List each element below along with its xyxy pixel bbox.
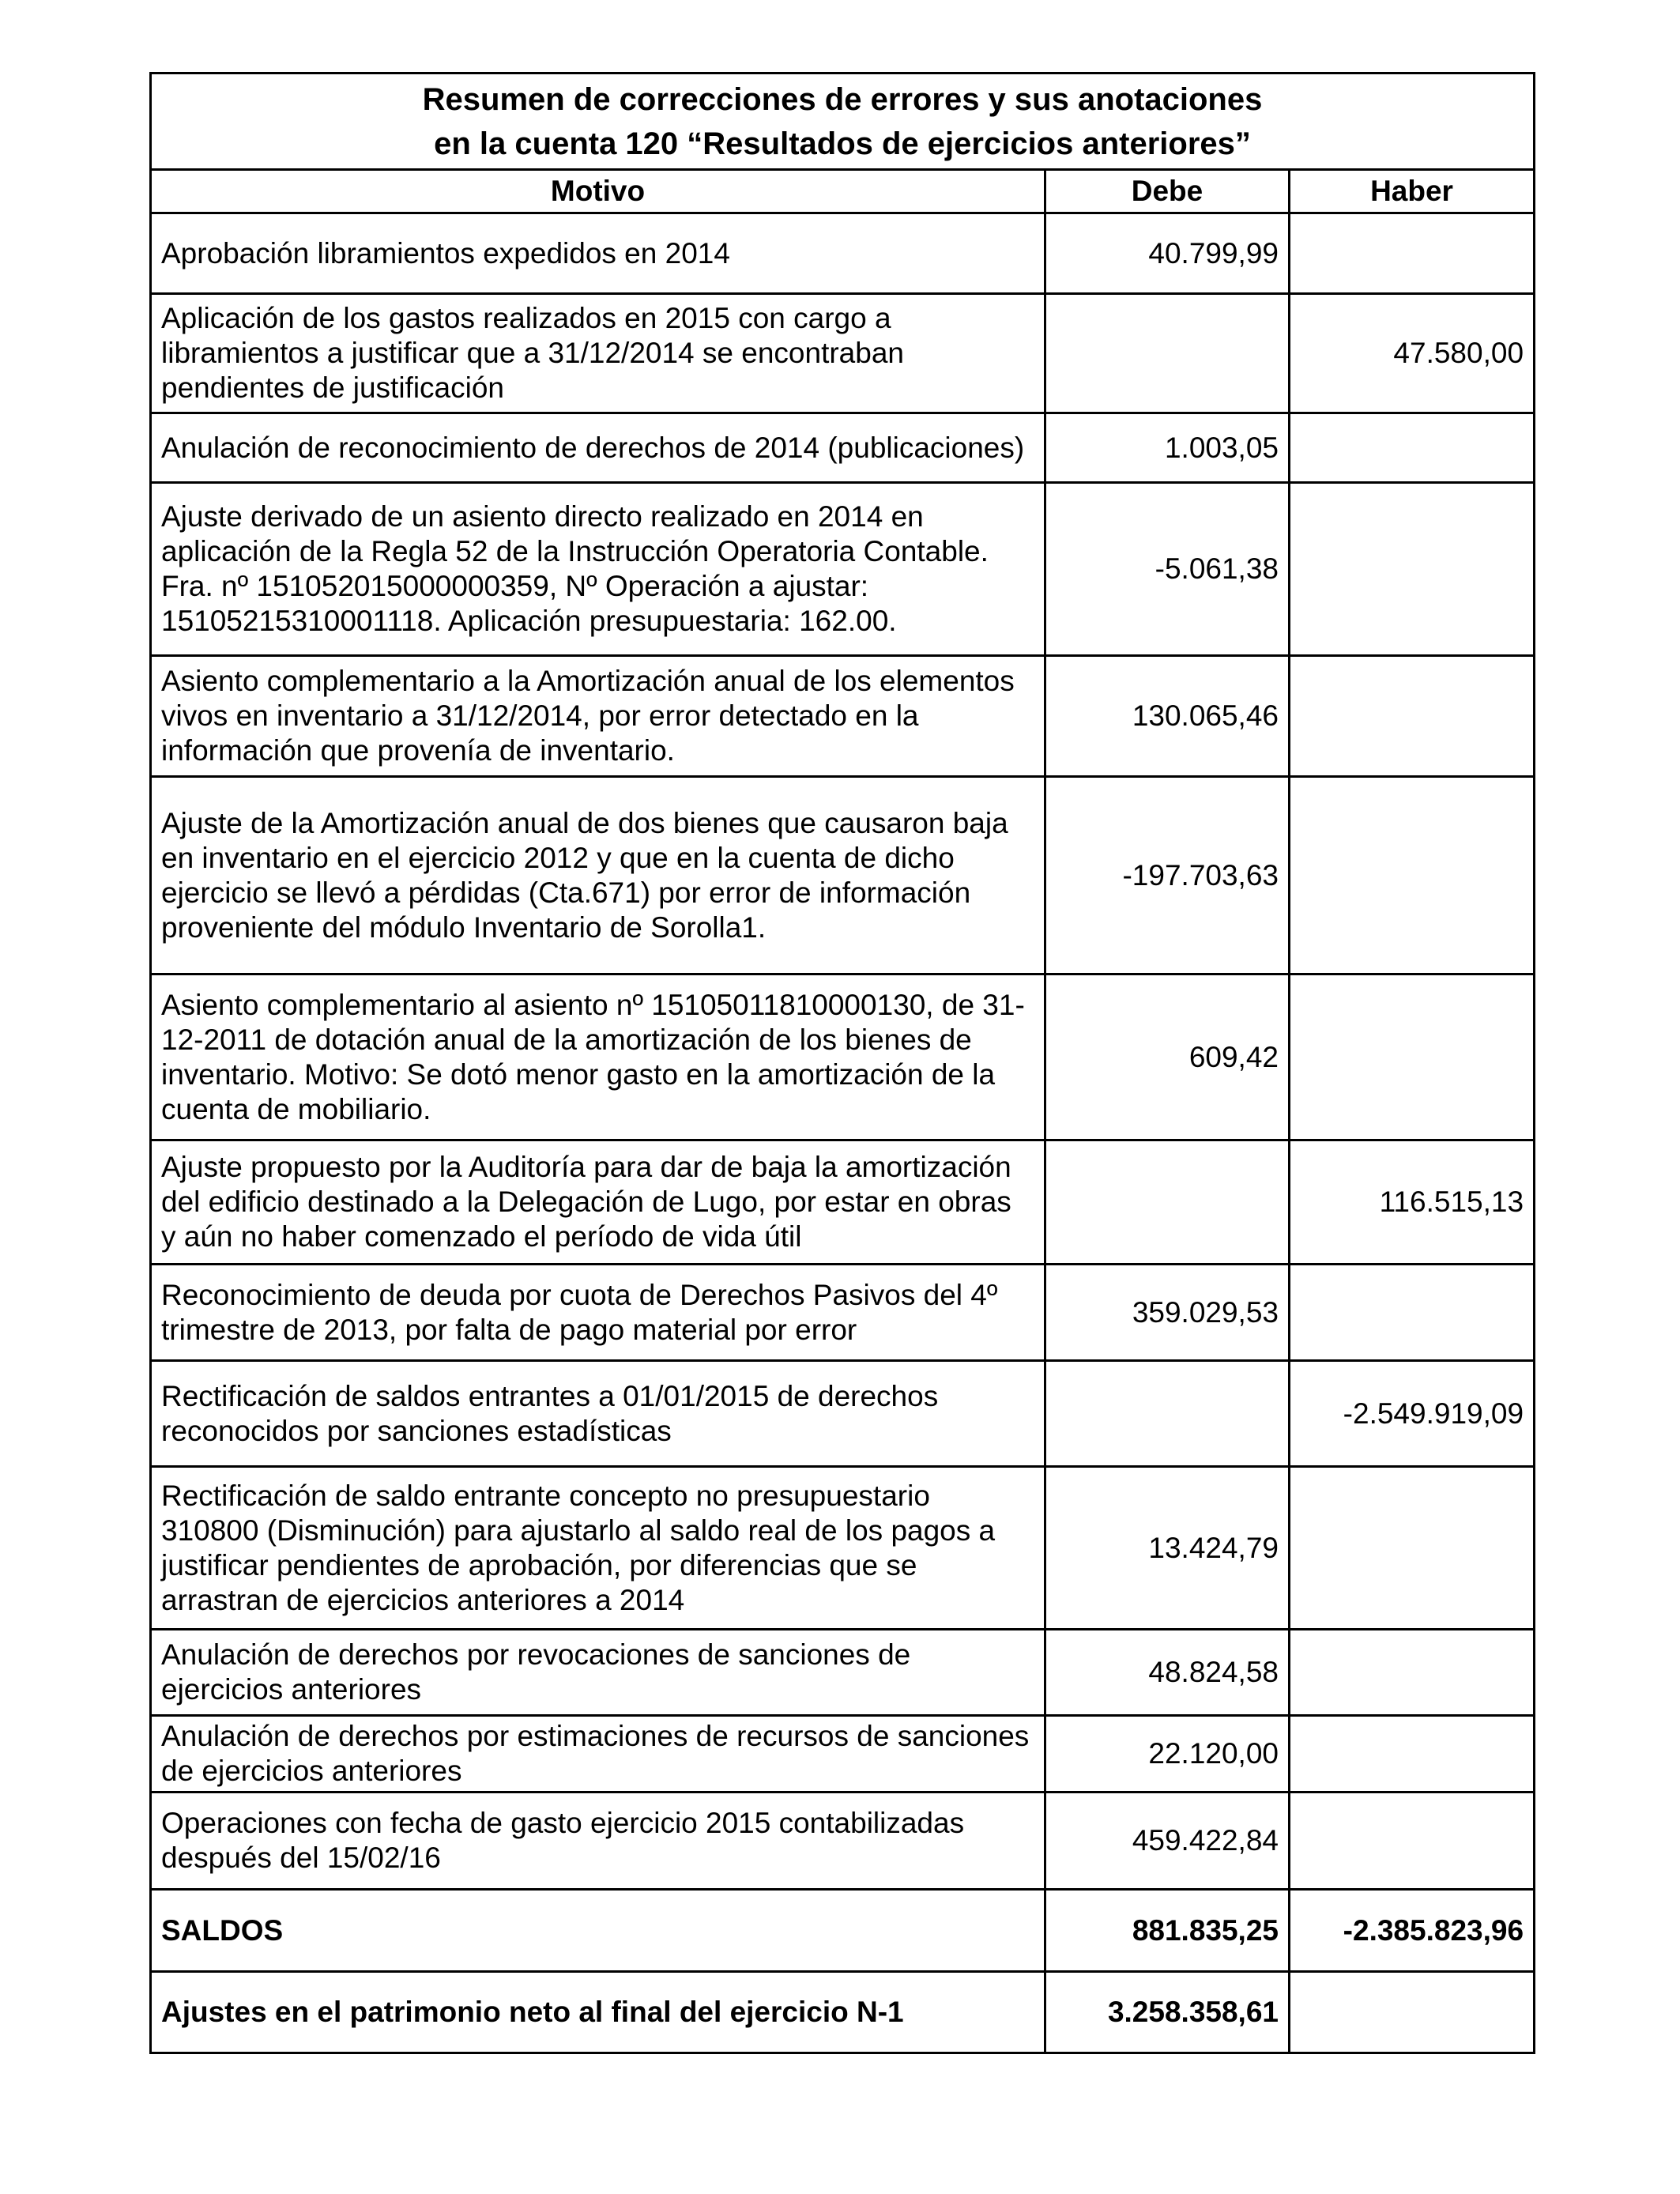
motivo-line: Ajuste derivado de un asiento directo realizado en 2014 en	[161, 500, 924, 533]
haber-cell: 47.580,00	[1290, 294, 1535, 413]
motivo-line: justificar pendientes de aprobación, por diferencias que se	[161, 1548, 917, 1581]
table-row	[151, 974, 1535, 1140]
motivo-line: ejercicios anteriores	[161, 1673, 422, 1706]
motivo-line: inventario. Motivo: Se dotó menor gasto en la amortización de la	[161, 1057, 996, 1091]
ajustes-row	[151, 1972, 1535, 2053]
table-row	[151, 777, 1535, 974]
table-title	[151, 74, 1535, 170]
motivo-cell	[151, 1793, 1045, 1890]
haber-cell	[1290, 413, 1535, 483]
motivo-cell	[151, 974, 1045, 1140]
debe-cell: 48.824,58	[1045, 1630, 1290, 1716]
ajustes-label: Ajustes en el patrimonio neto al final del ejercicio N-1	[151, 1972, 1045, 2053]
motivo-line: Rectificación de saldos entrantes a 01/01/2015 de derechos	[161, 1379, 939, 1412]
debe-cell	[1045, 294, 1290, 413]
motivo-cell	[151, 1140, 1045, 1265]
motivo-line: trimestre de 2013, por falta de pago material por error	[161, 1313, 857, 1346]
haber-cell	[1290, 1716, 1535, 1793]
motivo-line: 310800 (Disminución) para ajustarlo al saldo real de los pagos a	[161, 1514, 996, 1547]
haber-cell	[1290, 483, 1535, 656]
motivo-line: Reconocimiento de deuda por cuota de Derechos Pasivos del 4º	[161, 1278, 998, 1311]
ajustes-debe: 3.258.358,61	[1045, 1972, 1290, 2053]
motivo-line: ejercicio se llevó a pérdidas (Cta.671) por error de información	[161, 876, 971, 909]
table-row	[151, 213, 1535, 294]
table-row	[151, 1630, 1535, 1716]
motivo-line: cuenta de mobiliario.	[161, 1092, 431, 1125]
saldos-debe: 881.835,25	[1045, 1890, 1290, 1972]
table-row	[151, 483, 1535, 656]
debe-cell: 609,42	[1045, 974, 1290, 1140]
table-row	[151, 1467, 1535, 1630]
motivo-line: libramientos a justificar que a 31/12/2014 se encontraban	[161, 337, 904, 369]
haber-cell	[1290, 974, 1535, 1140]
motivo-line: Anulación de derechos por estimaciones de recursos de sanciones	[161, 1720, 1030, 1752]
motivo-cell	[151, 483, 1045, 656]
motivo-line: Ajuste de la Amortización anual de dos bienes que causaron baja	[161, 806, 1008, 839]
haber-cell	[1290, 656, 1535, 777]
title-row	[151, 74, 1535, 170]
motivo-line: y aún no haber comenzado el período de vida útil	[161, 1220, 802, 1253]
debe-cell	[1045, 1140, 1290, 1265]
haber-cell	[1290, 777, 1535, 974]
saldos-label: SALDOS	[151, 1890, 1045, 1972]
debe-cell: 130.065,46	[1045, 656, 1290, 777]
haber-cell	[1290, 1467, 1535, 1630]
header-debe: Debe	[1045, 170, 1290, 213]
motivo-line: reconocidos por sanciones estadísticas	[161, 1414, 672, 1447]
saldos-haber: -2.385.823,96	[1290, 1890, 1535, 1972]
motivo-cell	[151, 656, 1045, 777]
table-row	[151, 1716, 1535, 1793]
motivo-line: Asiento complementario al asiento nº 15105011810000130, de 31-	[161, 988, 1025, 1021]
motivo-cell	[151, 1716, 1045, 1793]
title-line-1: Resumen de correcciones de errores y sus anotaciones	[422, 81, 1263, 117]
haber-cell	[1290, 1793, 1535, 1890]
haber-cell	[1290, 213, 1535, 294]
header-haber: Haber	[1290, 170, 1535, 213]
table-row	[151, 1361, 1535, 1467]
motivo-cell	[151, 413, 1045, 483]
table-row	[151, 656, 1535, 777]
debe-cell: 40.799,99	[1045, 213, 1290, 294]
motivo-cell	[151, 294, 1045, 413]
motivo-line: 15105215310001118. Aplicación presupuestaria: 162.00.	[161, 605, 897, 637]
haber-cell	[1290, 1630, 1535, 1716]
motivo-line: Operaciones con fecha de gasto ejercicio 2015 contabilizadas	[161, 1807, 965, 1839]
table-row	[151, 1793, 1535, 1890]
motivo-line: Asiento complementario a la Amortización anual de los elementos	[161, 665, 1015, 697]
table-row	[151, 1265, 1535, 1361]
motivo-line: del edificio destinado a la Delegación de Lugo, por estar en obras	[161, 1186, 1011, 1218]
motivo-line: Ajuste propuesto por la Auditoría para dar de baja la amortización	[161, 1151, 1011, 1183]
header-motivo: Motivo	[151, 170, 1045, 213]
table-row	[151, 413, 1535, 483]
motivo-line: aplicación de la Regla 52 de la Instrucción Operatoria Contable.	[161, 535, 989, 567]
corrections-summary-table	[149, 72, 1535, 2054]
motivo-line: información que provenía de inventario.	[161, 734, 675, 767]
debe-cell: 22.120,00	[1045, 1716, 1290, 1793]
haber-cell	[1290, 1265, 1535, 1361]
motivo-line: arrastran de ejercicios anteriores a 2014	[161, 1583, 685, 1616]
debe-cell: -5.061,38	[1045, 483, 1290, 656]
ajustes-blank	[1290, 1972, 1535, 2053]
motivo-line: vivos en inventario a 31/12/2014, por error detectado en la	[161, 699, 919, 732]
motivo-line: Anulación de derechos por revocaciones de sanciones de	[161, 1638, 911, 1671]
debe-cell: 359.029,53	[1045, 1265, 1290, 1361]
motivo-line: Fra. nº 151052015000000359, Nº Operación a ajustar:	[161, 570, 869, 602]
motivo-line: pendientes de justificación	[161, 371, 505, 404]
motivo-line: proveniente del módulo Inventario de Sorolla1.	[161, 910, 767, 944]
debe-cell: 13.424,79	[1045, 1467, 1290, 1630]
debe-cell: 459.422,84	[1045, 1793, 1290, 1890]
debe-cell	[1045, 1361, 1290, 1467]
table-body	[151, 74, 1535, 2053]
motivo-line: después del 15/02/16	[161, 1842, 441, 1874]
motivo-line: Anulación de reconocimiento de derechos de 2014 (publicaciones)	[161, 431, 1025, 464]
motivo-cell	[151, 1361, 1045, 1467]
motivo-line: 12-2011 de dotación anual de la amortización de los bienes de	[161, 1023, 972, 1056]
motivo-line: Aprobación libramientos expedidos en 2014	[161, 236, 730, 270]
saldos-row	[151, 1890, 1535, 1972]
debe-cell: -197.703,63	[1045, 777, 1290, 974]
table-row	[151, 294, 1535, 413]
motivo-cell	[151, 1265, 1045, 1361]
motivo-line: de ejercicios anteriores	[161, 1755, 462, 1787]
motivo-cell	[151, 213, 1045, 294]
motivo-cell	[151, 1467, 1045, 1630]
debe-cell: 1.003,05	[1045, 413, 1290, 483]
motivo-line: en inventario en el ejercicio 2012 y que en la cuenta de dicho	[161, 841, 955, 874]
title-line-2: en la cuenta 120 “Resultados de ejercicios anteriores”	[434, 126, 1251, 161]
table-row	[151, 1140, 1535, 1265]
motivo-cell	[151, 777, 1045, 974]
header-row	[151, 170, 1535, 213]
motivo-line: Aplicación de los gastos realizados en 2015 con cargo a	[161, 302, 891, 334]
motivo-cell	[151, 1630, 1045, 1716]
haber-cell: -2.549.919,09	[1290, 1361, 1535, 1467]
haber-cell: 116.515,13	[1290, 1140, 1535, 1265]
motivo-line: Rectificación de saldo entrante concepto no presupuestario	[161, 1479, 930, 1512]
